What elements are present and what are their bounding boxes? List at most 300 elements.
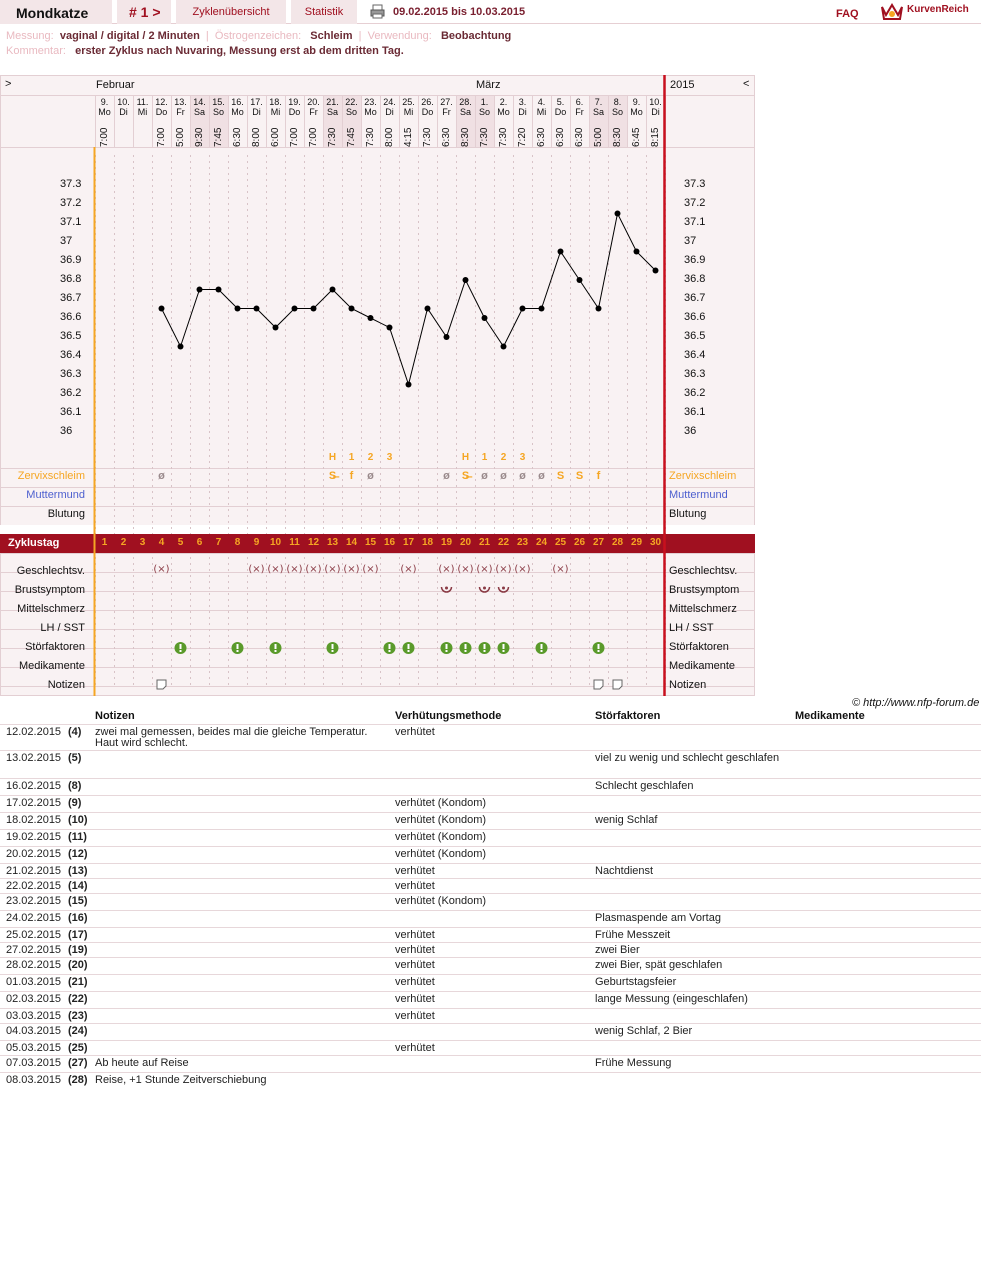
row-label-stoer: Störfaktoren — [25, 641, 85, 653]
weekday: Mi — [536, 107, 547, 117]
weekday: Mi — [137, 107, 148, 117]
table-cell-note: zwei mal gemessen, beides mal die gleiche Temperatur. Haut wird schlecht. — [95, 726, 368, 749]
cycle-day-number: 27 — [592, 537, 605, 548]
temperature-marker: 2 — [500, 452, 507, 463]
row-label-brust-right: Brustsymptom — [669, 584, 740, 596]
table-cell-cycleday: (20) — [68, 959, 88, 971]
table-row — [0, 927, 981, 942]
table-cell-contraception: verhütet (Kondom) — [395, 848, 487, 860]
table-cell-date: 20.02.2015 — [6, 848, 62, 860]
cervix-symbol[interactable]: ø — [158, 470, 165, 482]
day-number: 1. — [480, 97, 489, 107]
table-cell-disturbance: zwei Bier, spät geschlafen — [595, 959, 723, 971]
temperature-marker: 3 — [519, 452, 526, 463]
cervix-symbol[interactable]: ø — [481, 470, 488, 482]
cycle-day-number: 23 — [516, 537, 529, 548]
day-header[interactable] — [456, 97, 475, 117]
cervix-symbol[interactable]: S̶ — [328, 470, 337, 482]
cycle-day-number: 4 — [158, 537, 165, 548]
table-cell-contraception: verhütet (Kondom) — [395, 831, 487, 843]
printer-icon[interactable] — [370, 4, 385, 19]
table-cell-date: 27.02.2015 — [6, 944, 62, 956]
day-number: 14. — [193, 97, 206, 107]
table-cell-cycleday: (10) — [68, 814, 88, 826]
kommentar-value: erster Zyklus nach Nuvaring, Messung erst ab dem dritten Tag. — [75, 45, 404, 57]
table-row — [0, 893, 981, 910]
table-cell-date: 05.03.2015 — [6, 1042, 62, 1054]
day-number: 15. — [212, 97, 225, 107]
day-header[interactable] — [513, 97, 532, 117]
row-label-muttermund: Muttermund — [26, 489, 85, 501]
day-number: 8. — [613, 97, 622, 107]
day-header[interactable] — [171, 97, 190, 117]
table-header-stoerfaktoren: Störfaktoren — [595, 710, 661, 722]
cycle-day-number: 30 — [649, 537, 662, 548]
messung-value: vaginal / digital / 2 Minuten — [59, 30, 200, 42]
svg-text:(×): (×) — [495, 564, 512, 575]
svg-text:(×): (×) — [153, 564, 170, 575]
table-header-medikamente: Medikamente — [795, 710, 865, 722]
table-cell-cycleday: (15) — [68, 895, 88, 907]
table-row — [0, 974, 981, 991]
table-row — [0, 991, 981, 1008]
measure-time: 7:00 — [156, 127, 167, 147]
table-cell-cycleday: (19) — [68, 944, 88, 956]
table-cell-contraception: verhütet — [395, 993, 435, 1005]
row-label-medikamente-right: Medikamente — [669, 660, 736, 672]
table-row — [0, 795, 981, 812]
table-cell-contraception: verhütet — [395, 976, 435, 988]
table-row — [0, 1008, 981, 1023]
row-label-brust: Brustsymptom — [14, 584, 85, 596]
measure-time: 8:30 — [460, 127, 471, 147]
weekday: Do — [554, 107, 567, 117]
table-cell-cycleday: (13) — [68, 865, 88, 877]
weekday: Do — [288, 107, 301, 117]
weekday: Di — [518, 107, 527, 117]
weekday: Sa — [326, 107, 338, 117]
svg-text:(×): (×) — [362, 564, 379, 575]
cycle-day-number: 28 — [611, 537, 624, 548]
cycle-day-number: 18 — [421, 537, 434, 548]
month-label-march: März — [476, 79, 501, 91]
table-cell-disturbance: Geburtstagsfeier — [595, 976, 677, 988]
day-header[interactable] — [570, 97, 589, 117]
table-cell-date: 12.02.2015 — [6, 726, 62, 738]
table-cell-date: 25.02.2015 — [6, 929, 62, 941]
day-header[interactable] — [589, 97, 608, 117]
oestrogen-label: Östrogenzeichen: — [214, 30, 302, 42]
day-number: 26. — [421, 97, 434, 107]
day-header[interactable] — [475, 97, 494, 117]
table-cell-contraception: verhütet — [395, 1042, 435, 1054]
table-cell-disturbance: lange Messung (eingeschlafen) — [595, 993, 748, 1005]
measure-time: 8:15 — [650, 127, 661, 147]
cervix-symbol[interactable]: ø — [538, 470, 545, 482]
table-cell-date: 04.03.2015 — [6, 1025, 62, 1037]
table-cell-date: 07.03.2015 — [6, 1057, 62, 1069]
row-label-notizen-right: Notizen — [669, 679, 707, 691]
cervix-symbol[interactable]: ø — [500, 470, 507, 482]
y-tick-label-right: 37.1 — [684, 216, 706, 228]
cervix-symbol[interactable]: ø — [519, 470, 526, 482]
day-header[interactable] — [551, 97, 570, 117]
day-header[interactable] — [342, 97, 361, 117]
day-header[interactable] — [323, 97, 342, 117]
table-cell-contraception: verhütet — [395, 1010, 435, 1022]
measure-time: 8:00 — [251, 127, 262, 147]
measure-time: 7:00 — [289, 127, 300, 147]
day-header[interactable] — [95, 97, 114, 117]
table-row — [0, 1072, 981, 1089]
table-cell-cycleday: (8) — [68, 780, 82, 792]
weekday: Fr — [176, 107, 185, 117]
cycle-day-number: 25 — [554, 537, 567, 548]
measure-time: 5:00 — [175, 127, 186, 147]
row-label-geschlechtsv: Geschlechtsv. — [16, 565, 85, 577]
table-cell-date: 24.02.2015 — [6, 912, 62, 924]
day-header[interactable] — [285, 97, 304, 117]
weekday: Sa — [592, 107, 604, 117]
table-cell-contraception: verhütet — [395, 944, 435, 956]
y-tick-label: 36.7 — [60, 292, 82, 304]
day-number: 16. — [231, 97, 244, 107]
y-tick-label-right: 36.3 — [684, 368, 706, 380]
cycle-day-number: 14 — [345, 537, 358, 548]
measure-time: 7:00 — [308, 127, 319, 147]
cycle-day-number: 15 — [364, 537, 377, 548]
table-cell-disturbance: Plasmaspende am Vortag — [595, 912, 721, 924]
day-number: 2. — [499, 97, 508, 107]
day-header[interactable] — [190, 97, 209, 117]
measure-time: 7:30 — [498, 127, 509, 147]
cycle-day-number: 12 — [307, 537, 320, 548]
tab-statistik[interactable]: Statistik — [291, 0, 357, 24]
table-cell-cycleday: (17) — [68, 929, 88, 941]
y-tick-label-right: 36 — [684, 425, 697, 437]
cervix-symbol[interactable]: f — [349, 470, 354, 482]
cervix-symbol[interactable]: S — [575, 470, 584, 482]
table-row — [0, 863, 981, 878]
day-number: 17. — [250, 97, 263, 107]
day-number: 6. — [575, 97, 584, 107]
table-row — [0, 910, 981, 927]
measure-time: 7:30 — [327, 127, 338, 147]
cycle-day-number: 2 — [120, 537, 127, 548]
y-tick-label-right: 36.2 — [684, 387, 706, 399]
day-header[interactable] — [152, 97, 171, 117]
weekday: Sa — [193, 107, 205, 117]
table-cell-contraception: verhütet — [395, 865, 435, 877]
table-row — [0, 724, 981, 750]
day-header[interactable] — [627, 97, 646, 117]
day-header[interactable] — [133, 97, 152, 117]
temperature-marker: 3 — [386, 452, 393, 463]
day-header[interactable] — [228, 97, 247, 117]
day-number: 10. — [649, 97, 662, 107]
cycle-day-number: 24 — [535, 537, 548, 548]
cervix-symbol[interactable]: ø — [443, 470, 450, 482]
y-tick-label: 36 — [60, 425, 73, 437]
table-cell-cycleday: (22) — [68, 993, 88, 1005]
copyright[interactable]: © http://www.nfp-forum.de — [852, 697, 980, 709]
day-header[interactable] — [247, 97, 266, 117]
table-cell-cycleday: (28) — [68, 1074, 88, 1086]
table-cell-note: Reise, +1 Stunde Zeitverschiebung — [95, 1074, 267, 1086]
day-number: 12. — [155, 97, 168, 107]
temperature-marker: 1 — [481, 452, 488, 463]
y-tick-label: 37.3 — [60, 178, 82, 190]
weekday: So — [611, 107, 623, 117]
day-number: 18. — [269, 97, 282, 107]
table-cell-contraception: verhütet (Kondom) — [395, 895, 487, 907]
table-cell-date: 21.02.2015 — [6, 865, 62, 877]
svg-text:(×): (×) — [514, 564, 531, 575]
table-cell-date: 17.02.2015 — [6, 797, 62, 809]
table-cell-cycleday: (12) — [68, 848, 88, 860]
month-label-february: Februar — [96, 79, 135, 91]
table-cell-date: 19.02.2015 — [6, 831, 62, 843]
table-cell-date: 16.02.2015 — [6, 780, 62, 792]
measure-time: 6:00 — [270, 127, 281, 147]
day-header[interactable] — [304, 97, 323, 117]
chart-prev-button[interactable]: > — [5, 78, 12, 90]
date-range: 09.02.2015 bis 10.03.2015 — [393, 6, 526, 18]
cycle-day-number: 5 — [177, 537, 184, 548]
cervix-symbol[interactable]: S̶ — [461, 470, 470, 482]
cycle-day-number: 13 — [326, 537, 339, 548]
y-tick-label-right: 36.9 — [684, 254, 706, 266]
kommentar-label: Kommentar: — [6, 45, 66, 57]
cervix-symbol[interactable]: ø — [367, 470, 374, 482]
measure-time: 8:00 — [384, 127, 395, 147]
day-number: 22. — [345, 97, 358, 107]
table-cell-cycleday: (5) — [68, 752, 82, 764]
row-label-blutung-right: Blutung — [669, 508, 707, 520]
measure-time: 8:30 — [612, 127, 623, 147]
table-row — [0, 778, 981, 795]
cycle-day-number: 3 — [139, 537, 146, 548]
weekday: Mi — [270, 107, 281, 117]
row-label-medikamente: Medikamente — [18, 660, 85, 672]
table-cell-note: Ab heute auf Reise — [95, 1057, 189, 1069]
weekday: So — [345, 107, 357, 117]
verwendung-label: Verwendung: — [367, 30, 432, 42]
measure-time: 5:00 — [593, 127, 604, 147]
table-row — [0, 829, 981, 846]
table-cell-date: 01.03.2015 — [6, 976, 62, 988]
weekday: Di — [385, 107, 394, 117]
y-tick-label-right: 36.1 — [684, 406, 706, 418]
day-header[interactable] — [494, 97, 513, 117]
y-tick-label: 36.1 — [60, 406, 82, 418]
user-name: Mondkatze — [0, 0, 112, 24]
year-label: 2015 — [670, 79, 695, 91]
table-header-verhuetung: Verhütungsmethode — [395, 710, 502, 722]
table-row — [0, 942, 981, 957]
measure-time: 7:45 — [346, 127, 357, 147]
weekday: Di — [651, 107, 660, 117]
table-cell-cycleday: (23) — [68, 1010, 88, 1022]
day-header[interactable] — [437, 97, 456, 117]
weekday: Mi — [403, 107, 414, 117]
temperature-marker: H — [328, 452, 337, 463]
cycle-day-number: 20 — [459, 537, 472, 548]
weekday: So — [478, 107, 490, 117]
table-cell-date: 02.03.2015 — [6, 993, 62, 1005]
table-cell-contraception: verhütet — [395, 726, 435, 738]
row-label-notizen: Notizen — [47, 679, 85, 691]
y-tick-label: 37.2 — [60, 197, 82, 209]
weekday: Mo — [497, 107, 510, 117]
table-cell-date: 08.03.2015 — [6, 1074, 62, 1086]
table-row — [0, 1055, 981, 1072]
table-cell-cycleday: (27) — [68, 1057, 88, 1069]
weekday: Do — [421, 107, 434, 117]
weekday: Di — [119, 107, 128, 117]
day-number: 28. — [459, 97, 472, 107]
y-tick-label-right: 36.8 — [684, 273, 706, 285]
oestrogen-value: Schleim — [310, 30, 353, 42]
row-label-zervix: Zervixschleim — [17, 470, 85, 482]
measure-time: 7:30 — [365, 127, 376, 147]
cycle-day-number: 7 — [215, 537, 222, 548]
logo-text[interactable]: KurvenReich — [907, 4, 969, 15]
y-tick-label: 36.2 — [60, 387, 82, 399]
y-tick-label: 36.5 — [60, 330, 82, 342]
y-tick-label-right: 36.4 — [684, 349, 706, 361]
table-cell-contraception: verhütet (Kondom) — [395, 797, 487, 809]
cycle-day-number: 1 — [101, 537, 108, 548]
measure-time: 7:20 — [517, 127, 528, 147]
day-number: 20. — [307, 97, 320, 107]
table-cell-cycleday: (9) — [68, 797, 82, 809]
cycle-day-number: 21 — [478, 537, 491, 548]
tab-zyklenuebersicht[interactable]: Zyklenübersicht — [176, 0, 286, 24]
svg-text:(×): (×) — [552, 564, 569, 575]
day-header[interactable] — [608, 97, 627, 117]
table-cell-date: 03.03.2015 — [6, 1010, 62, 1022]
day-number: 27. — [440, 97, 453, 107]
day-number: 25. — [402, 97, 415, 107]
day-header[interactable] — [361, 97, 380, 117]
y-tick-label-right: 37.3 — [684, 178, 706, 190]
table-row — [0, 878, 981, 893]
y-tick-label: 36.3 — [60, 368, 82, 380]
measure-time: 6:30 — [574, 127, 585, 147]
day-number: 5. — [556, 97, 565, 107]
svg-text:(×): (×) — [343, 564, 360, 575]
cycle-chart — [0, 75, 755, 696]
cervix-symbol[interactable]: f — [596, 470, 601, 482]
svg-text:(×): (×) — [400, 564, 417, 575]
table-cell-contraception: verhütet — [395, 880, 435, 892]
table-row — [0, 750, 981, 778]
svg-text:(×): (×) — [286, 564, 303, 575]
table-cell-disturbance: zwei Bier — [595, 944, 640, 956]
table-cell-date: 22.02.2015 — [6, 880, 62, 892]
table-cell-disturbance: wenig Schlaf, 2 Bier — [595, 1025, 693, 1037]
table-cell-disturbance: wenig Schlaf — [595, 814, 658, 826]
table-cell-cycleday: (4) — [68, 726, 82, 738]
table-row — [0, 846, 981, 863]
weekday: Di — [252, 107, 261, 117]
table-cell-cycleday: (21) — [68, 976, 88, 988]
day-number: 7. — [594, 97, 603, 107]
table-cell-disturbance: Nachtdienst — [595, 865, 654, 877]
y-tick-label-right: 37.2 — [684, 197, 706, 209]
top-bar — [0, 0, 981, 24]
cycle-nav-button[interactable]: # 1 > — [117, 0, 171, 24]
chart-labels — [0, 75, 755, 696]
cycle-day-number: 17 — [402, 537, 415, 548]
row-label-muttermund-right: Muttermund — [669, 489, 728, 501]
table-cell-cycleday: (11) — [68, 831, 87, 843]
cycle-day-number: 8 — [234, 537, 241, 548]
measurement-info: Messung: vaginal / digital / 2 Minuten | Östrogenzeichen: Schleim | Verwendung: Beobachtung — [6, 30, 512, 42]
row-label-blutung: Blutung — [47, 508, 85, 520]
faq-link[interactable]: FAQ — [836, 8, 859, 20]
day-number: 9. — [100, 97, 109, 107]
measure-time: 9:30 — [194, 127, 205, 147]
weekday: So — [212, 107, 224, 117]
day-header[interactable] — [532, 97, 551, 117]
table-cell-contraception: verhütet — [395, 929, 435, 941]
day-number: 13. — [174, 97, 187, 107]
cycle-day-number: 6 — [196, 537, 203, 548]
cycle-day-number: 19 — [440, 537, 453, 548]
measure-time: 6:30 — [232, 127, 243, 147]
day-header[interactable] — [646, 97, 665, 117]
svg-text:(×): (×) — [324, 564, 341, 575]
row-label-lh: LH / SST — [40, 622, 85, 634]
y-tick-label: 36.4 — [60, 349, 82, 361]
row-label-mittelschmerz: Mittelschmerz — [17, 603, 85, 615]
table-cell-disturbance: Schlecht geschlafen — [595, 780, 694, 792]
table-cell-date: 28.02.2015 — [6, 959, 62, 971]
chart-next-button[interactable]: < — [743, 78, 750, 90]
table-row — [0, 1040, 981, 1055]
table-cell-disturbance: Frühe Messung — [595, 1057, 672, 1069]
measure-time: 7:30 — [479, 127, 490, 147]
cycle-day-number: 22 — [497, 537, 510, 548]
day-number: 11. — [136, 97, 149, 107]
day-header[interactable] — [209, 97, 228, 117]
cycle-day-number: 16 — [383, 537, 396, 548]
verwendung-value: Beobachtung — [440, 30, 512, 42]
measure-time: 7:00 — [99, 127, 110, 147]
day-header[interactable] — [114, 97, 133, 117]
weekday: Sa — [459, 107, 471, 117]
day-number: 21. — [326, 97, 339, 107]
table-cell-cycleday: (24) — [68, 1025, 88, 1037]
y-tick-label: 37 — [60, 235, 73, 247]
y-tick-label-right: 36.6 — [684, 311, 706, 323]
day-header[interactable] — [399, 97, 418, 117]
cervix-symbol[interactable]: S — [556, 470, 565, 482]
measure-time: 7:45 — [213, 127, 224, 147]
measure-time: 6:45 — [631, 127, 642, 147]
day-header[interactable] — [380, 97, 399, 117]
table-cell-cycleday: (14) — [68, 880, 88, 892]
day-header[interactable] — [418, 97, 437, 117]
measure-time: 4:15 — [403, 127, 414, 147]
row-label-geschlechtsv-right: Geschlechtsv. — [669, 565, 738, 577]
day-header[interactable] — [266, 97, 285, 117]
day-number: 24. — [383, 97, 396, 107]
day-number: 23. — [364, 97, 377, 107]
measure-time: 7:30 — [422, 127, 433, 147]
